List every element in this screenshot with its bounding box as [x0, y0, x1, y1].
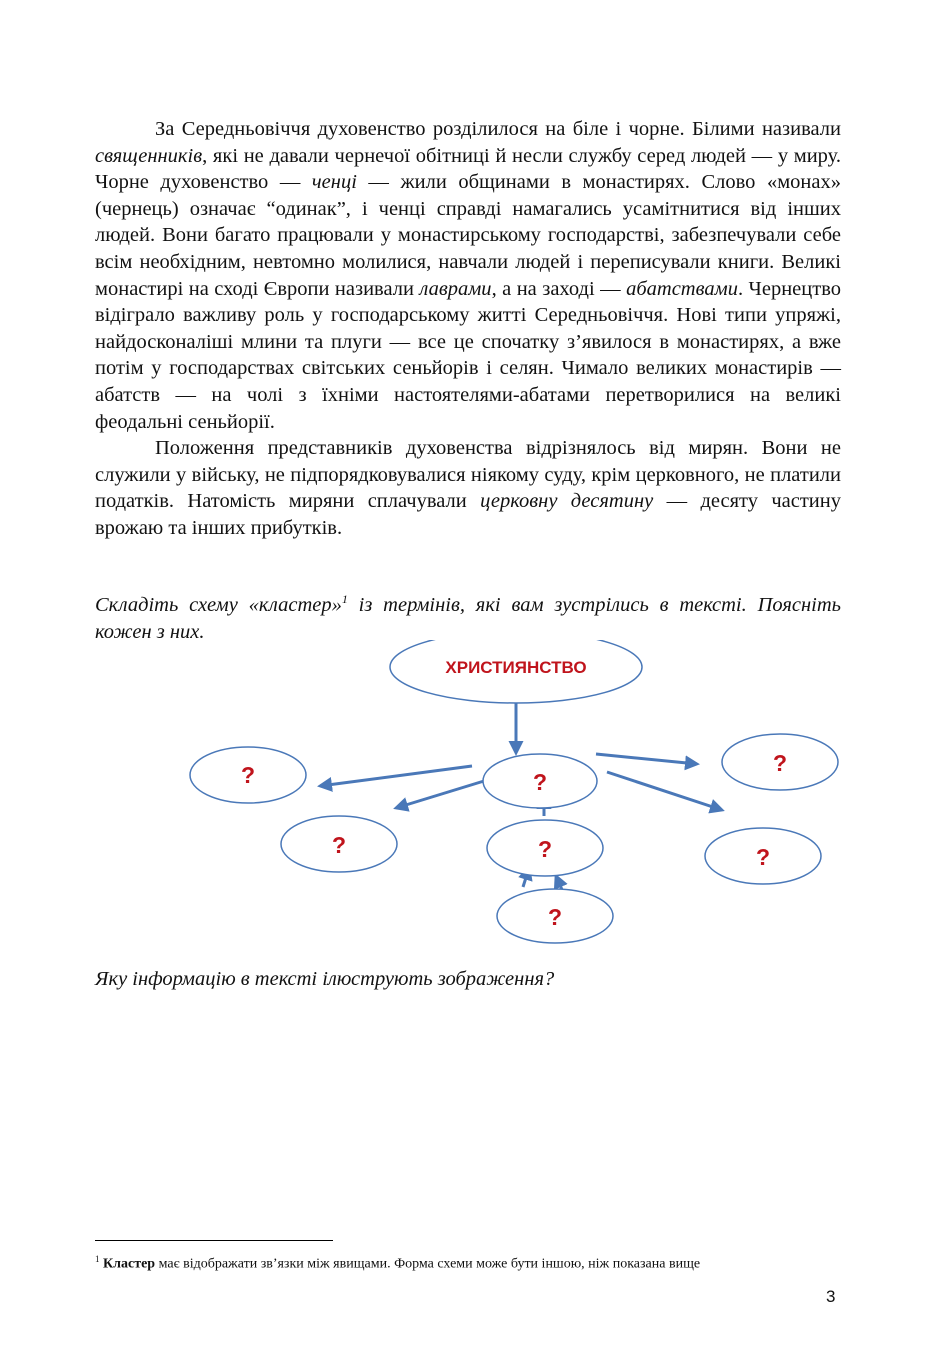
connector-hub-to-right-lower [607, 772, 722, 810]
cluster-node-left-upper [190, 747, 306, 803]
text-segment: За Середньовіччя духовенство розділилося на біле і чорне. Білими називали [155, 118, 841, 140]
page-number: 3 [826, 1287, 836, 1306]
footnote-marker: 1 [95, 1254, 100, 1264]
italic-term: церковну десятину [480, 490, 654, 513]
connector-hub-to-left-lower [396, 781, 484, 808]
cluster-node-placeholder: ? [547, 904, 563, 930]
paragraph-1 [95, 116, 841, 435]
task-cluster [95, 592, 841, 645]
italic-term: священників [95, 144, 203, 167]
cluster-node-placeholder: ? [331, 832, 347, 858]
cluster-node-right-upper [722, 734, 838, 790]
text-segment: Положення представників духовенства відрізнялось від мирян. Вони не служили у війську, не підпорядковувалися ніякому суду, крім церковного, не платили податків. Натомість миряни сплачували [95, 437, 841, 513]
footnote-text: має відображати зв’язки між явищами. Форма схеми може бути іншою, ніж показана вище [155, 1256, 701, 1272]
text-segment: — десяту частину врожаю та інших прибутків. [95, 490, 841, 539]
footnote-reference: 1 [341, 592, 348, 607]
task-cluster-text: Складіть схему «кластер» [95, 594, 342, 616]
cluster-node-placeholder: ? [755, 844, 771, 870]
text-segment: . Чернецтво відіграло важливу роль у господарському житті Середньовіччя. Нові типи упряжі, найдосконаліші млини та плуги — все це спочатку з’явилося в монастирях, а вже потім у господарствах світських сеньйорів і селян. Чимало великих монастирів — абатств — на чолі з їхніми настоятелями-абатами перетворилися на великі феодальні сеньйорії. [95, 277, 841, 433]
cluster-node-bottom [497, 889, 613, 943]
italic-term: ченці [311, 171, 357, 194]
footnote-term: Кластер [103, 1256, 156, 1272]
cluster-node-placeholder: ? [537, 836, 553, 862]
cluster-node-placeholder: ? [532, 769, 548, 795]
cluster-node-left-lower [281, 816, 397, 872]
cluster-node-right-lower [705, 828, 821, 884]
cluster-center-node [390, 640, 642, 703]
cluster-node-middle [487, 820, 603, 876]
task-images: Яку інформацію в тексті ілюструють зображення? [95, 968, 555, 990]
connector-hub-to-right-upper [596, 754, 697, 764]
connector-hub-to-left-upper [320, 766, 472, 786]
text-segment: , а на заході — [491, 277, 627, 300]
main-text [95, 116, 841, 542]
cluster-node-placeholder: ? [240, 762, 256, 788]
text-segment: — жили общинами в монастирях. Слово «монах» (чернець) означає “одинак”, і ченці справді намагались усамітнитися від інших людей. Вони багато працювали у монастирському господарстві, забезпечували себе всім необхідним, невтомно молилися, навчали людей і переписували книги. Великі монастирі на сході Європи називали [95, 171, 841, 300]
cluster-diagram [0, 640, 940, 960]
cluster-center-label: ХРИСТИЯНСТВО [445, 658, 587, 677]
cluster-node-placeholder: ? [772, 750, 788, 776]
footnote [95, 1250, 855, 1274]
task-cluster-text-rest: із термінів, які вам зустрілись в тексті. Поясніть кожен з них. [95, 594, 841, 643]
italic-term: лаврами [419, 277, 492, 300]
italic-term: абатствами [626, 277, 738, 300]
paragraph-2 [95, 435, 841, 541]
footnote-separator [95, 1240, 333, 1241]
cluster-node-hub [483, 754, 597, 808]
text-segment: , які не давали чернечої обітниці й несли службу серед людей — у миру. Чорне духовенство — [95, 144, 841, 194]
